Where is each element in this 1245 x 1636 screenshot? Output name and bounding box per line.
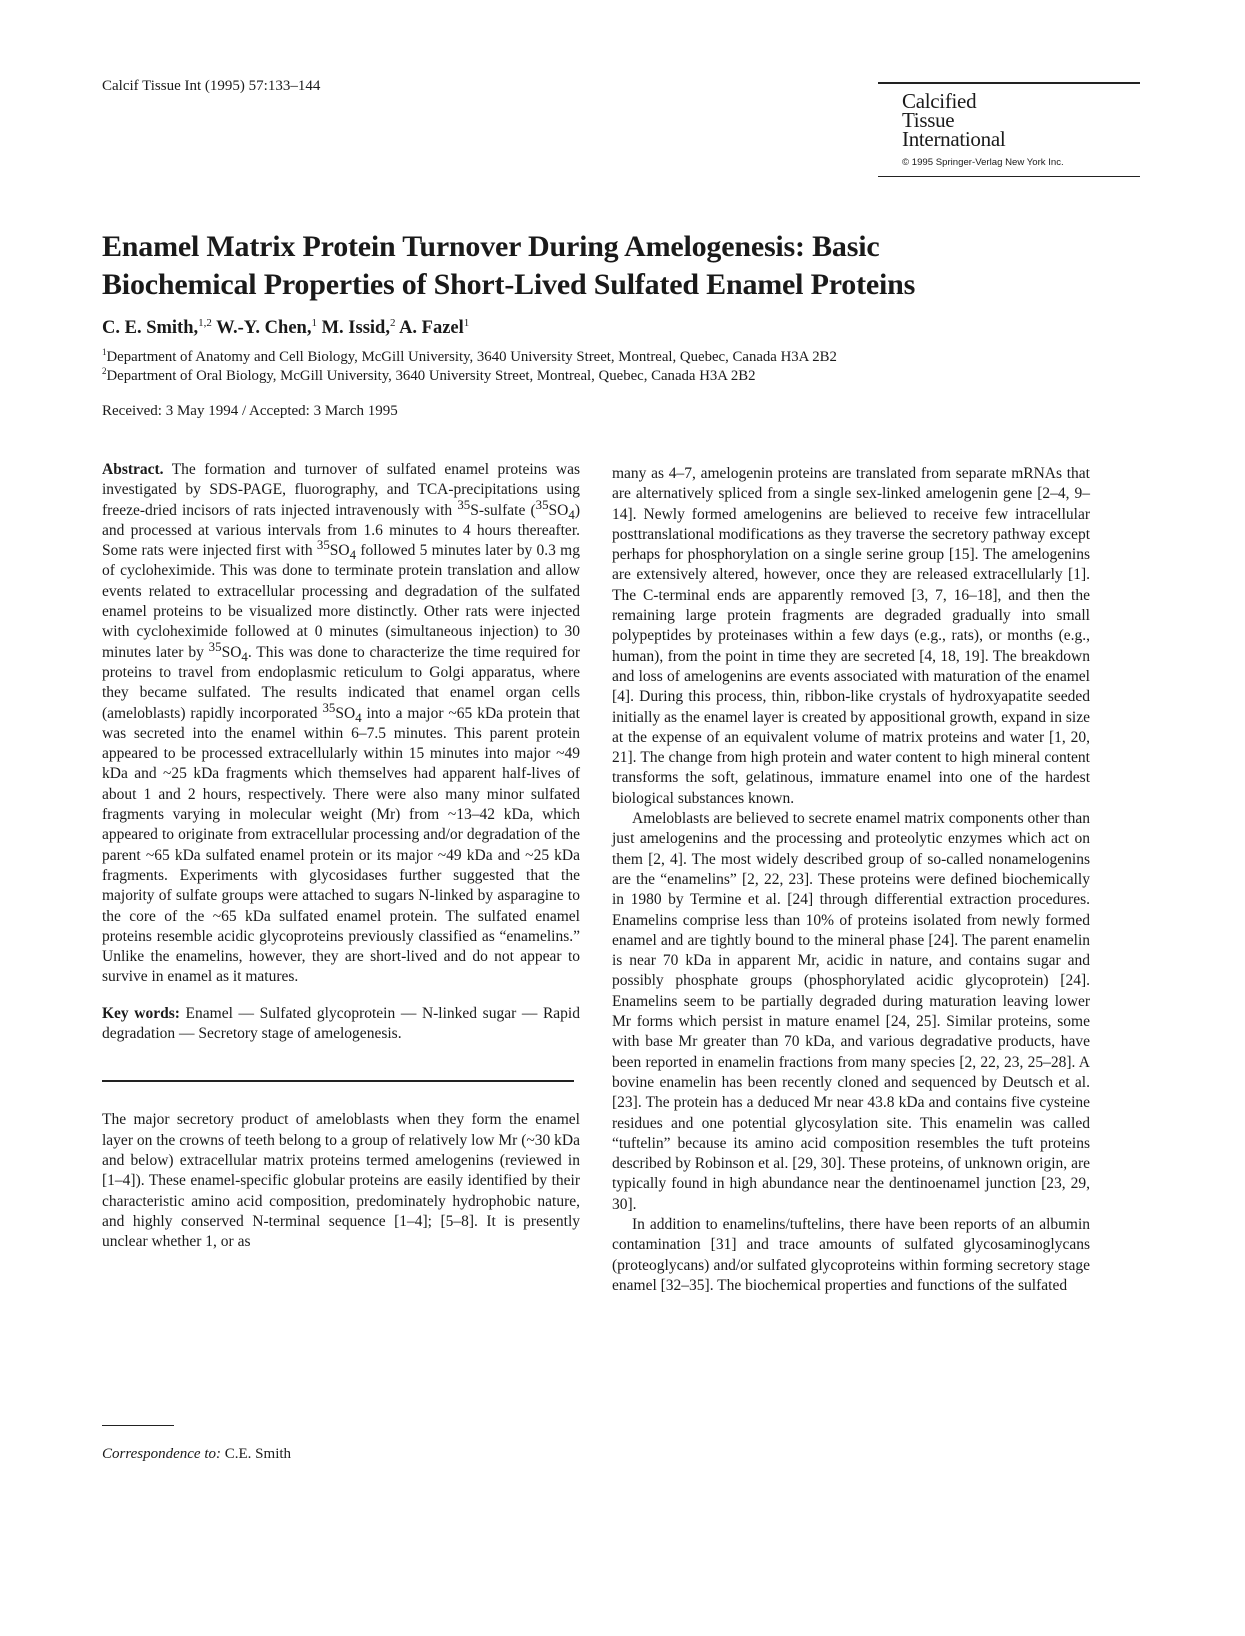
abstract-label: Abstract. (102, 461, 164, 478)
sulfate-sub: 4 (349, 547, 357, 563)
keywords-text: Enamel — Sulfated glycoprotein — N-linked sugar — Rapid degradation — Secretory stage of amelogenesis. (102, 1004, 580, 1043)
abstract-divider (102, 1080, 574, 1082)
abstract-text: . This was done to characterize the time required for proteins to travel from endoplasmic reticulum to Golgi apparatus, where they became sulfated. The results indicated that enamel organ cells (ameloblasts) rapidly incorporated (102, 643, 580, 722)
isotope-sup: 35 (457, 496, 471, 512)
header-top-rule (878, 82, 1140, 84)
sulfate-symbol: SO (548, 501, 569, 519)
sulfate-symbol: SO (221, 643, 242, 661)
intro-paragraph: The major secretory product of ameloblasts when they form the enamel layer on the crowns of teeth belong to a group of relatively low Mr (~30 kDa and below) extracellular matrix proteins termed amelogenins (reviewed in [1–4]). These enamel-specific globular proteins are easily identified by their characteristic amino acid composition, predominately hydrophobic nature, and highly conserved N-terminal sequence [1–4]; [5–8]. It is presently unclear whether 1, or as (102, 1111, 580, 1251)
keywords-label: Key words: (102, 1004, 180, 1022)
journal-header-box (878, 82, 1140, 177)
body-paragraph: Ameloblasts are believed to secrete enamel matrix components other than just amelogenins and the processing and proteolytic enzymes which act on them [2, 4]. The most widely described group of so-called nonamelogenins are the “enamelins” [2, 22, 23]. These proteins were defined biochemically in 1980 by Termine et al. [24] through differential extraction procedures. Enamelins comprise less than 10% of proteins isolated from newly formed enamel and are tightly bound to the mineral phase [24]. The parent enamelin is near 70 kDa in apparent Mr, acidic in nature, and contains sugar and possibly phosphate groups (phosphorylated acidic glycoprotein) [24]. Enamelins seem to be partially degraded during maturation leaving lower Mr forms which persist in mature enamel [24, 25]. Similar proteins, some with base Mr greater than 70 kDa, and various degradative products, have been reported in enamelin fractions from many species [2, 22, 23, 25–28]. A bovine enamelin has been recently cloned and sequenced by Deutsch et al. [23]. The protein has a deduced Mr near 43.8 kDa and contains five cysteine residues and one potential glycosylation site. This enamelin was called “tuftelin” because its amino acid composition resembles the tuft proteins described by Robinson et al. [29, 30]. These proteins, of unknown origin, are typically found in high abundance near the dentinoenamel junction [23, 29, 30]. (612, 810, 1090, 1213)
body-paragraph: many as 4–7, amelogenin proteins are translated from separate mRNAs that are alternatively spliced from a single sex-linked amelogenin gene [2–4, 9–14]. Newly formed amelogenins are believed to receive few intracellular posttranslational modifications as they traverse the secretory pathway except perhaps for phosphorylation on a single serine group [15]. The amelogenins are extensively altered, however, once they are released extracellularly [1]. The C-terminal ends are apparently removed [3, 7, 16–18], and then the remaining large protein fragments are degraded gradually into small polypeptides by proteinases within a few days (e.g., rats), or months (e.g., human), from the point in time they are secreted [4, 18, 19]. The breakdown and loss of amelogenins are events associated with maturation of the enamel [4]. During this process, thin, ribbon-like crystals of hydroxyapatite seeded initially as the enamel layer is created by appositional growth, expand in size at the expense of an equivalent volume of matrix proteins and water [1, 20, 21]. The change from high protein and water content to high mineral content transforms the soft, gelatinous, immature enamel into one of the hardest biological substances known. (612, 465, 1090, 807)
affiliation-1 (102, 348, 837, 367)
correspondence-note (102, 1446, 291, 1463)
isotope-sup: 35 (208, 638, 222, 654)
keywords-paragraph (102, 1004, 580, 1045)
abstract-paragraph (102, 460, 580, 988)
journal-citation: Calcif Tissue Int (1995) 57:133–144 (102, 78, 321, 94)
author-affil-mark: 1,2 (198, 316, 212, 329)
affil-text: Department of Anatomy and Cell Biology, McGill University, 3640 University Street, Montreal, Quebec, Canada H3A 2B2 (106, 349, 837, 365)
affil-mark: 2 (102, 366, 107, 377)
isotope-sup: 35 (535, 496, 549, 512)
header-bottom-rule (878, 176, 1140, 177)
abstract-text: into a major ~65 kDa protein that was secreted into the enamel within 6–7.5 minutes. This parent protein appeared to be processed extracellularly within 15 minutes into major ~49 kDa and ~25 kDa fragments which themselves had apparent half-lives of about 1 and 2 hours, respectively. There were also many minor sulfated fragments varying in molecular weight (Mr) from ~13–42 kDa, which appeared to originate from extracellular processing and/or degradation of the parent ~65 kDa sulfated enamel protein or its major ~49 kDa and ~25 kDa fragments. Experiments with glycosidases further suggested that the majority of sulfate groups were attached to sugars N-linked by asparagine to the core of the ~65 kDa sulfated enamel protein. The sulfated enamel proteins resemble acidic glycoproteins previously classified as “enamelins.” Unlike the enamelins, however, they are short-lived and do not appear to survive in enamel as it matures. (102, 704, 580, 986)
correspondence-label: Correspondence to: (102, 1446, 222, 1462)
sulfate-sub: 4 (241, 648, 248, 664)
isotope-sup: 35 (316, 537, 330, 553)
body-paragraph: In addition to enamelins/tuftelins, there have been reports of an albumin contamination [31] and trace amounts of sulfated glycosaminoglycans (proteoglycans) and/or sulfated glycoproteins within forming secretory stage enamel [32–35]. The biochemical properties and functions of the sulfated (612, 1215, 1090, 1294)
copyright-notice: © 1995 Springer-Verlag New York Inc. (902, 157, 1064, 168)
right-column (612, 464, 1090, 1296)
affil-mark: 1 (102, 347, 107, 358)
author-list (102, 318, 469, 339)
received-dates: Received: 3 May 1994 / Accepted: 3 March 1995 (102, 403, 398, 419)
sulfate-symbol: SO (335, 704, 356, 722)
footnote-rule (102, 1425, 174, 1426)
author-name: A. Fazel (399, 318, 464, 338)
affiliations (102, 348, 837, 386)
author-affil-mark: 1 (463, 316, 470, 329)
author-name: W.-Y. Chen, (216, 318, 312, 338)
correspondence-name: C.E. Smith (221, 1446, 292, 1462)
abstract-text: The formation and turnover of sulfated enamel proteins was investigated by SDS-PAGE, fluorography, and TCA-precipitations using freeze-dried incisors of rats injected intravenously with (102, 461, 580, 519)
abstract-text: S-sulfate ( (470, 501, 536, 519)
affil-text: Department of Oral Biology, McGill University, 3640 University Street, Montreal, Quebec, Canada H3A 2B2 (106, 368, 756, 384)
author-name: C. E. Smith, (102, 318, 199, 338)
article-title (102, 228, 1142, 304)
logo-line-3: International (902, 127, 1006, 151)
logo-line-1: Calcified (902, 89, 977, 113)
affiliation-2 (102, 367, 837, 386)
author-name: M. Issid, (321, 318, 390, 338)
logo-line-2: Tissue (902, 108, 955, 132)
title-line-2: Biochemical Properties of Short-Lived Sulfated Enamel Proteins (102, 268, 916, 301)
title-line-1: Enamel Matrix Protein Turnover During Amelogenesis: Basic (102, 230, 880, 263)
left-column (102, 460, 580, 1252)
abstract-text: followed 5 minutes later by 0.3 mg of cycloheximide. This was done to terminate protein translation and allow events related to extracellular processing and degradation of the sulfated enamel proteins to be visualized more distinctly. Other rats were injected with cycloheximide followed at 0 minutes (simultaneous injection) to 30 minutes later by (102, 542, 580, 661)
author-affil-mark: 2 (389, 316, 396, 329)
isotope-sup: 35 (322, 699, 336, 715)
sulfate-sub: 4 (355, 709, 362, 725)
sulfate-sub: 4 (568, 506, 575, 522)
abstract-text: ) and processed at various intervals from 1.6 minutes to 4 hours thereafter. Some rats were injected first with (102, 501, 580, 560)
journal-logo (902, 89, 1140, 151)
sulfate-symbol: SO (329, 542, 350, 560)
author-affil-mark: 1 (311, 316, 317, 329)
